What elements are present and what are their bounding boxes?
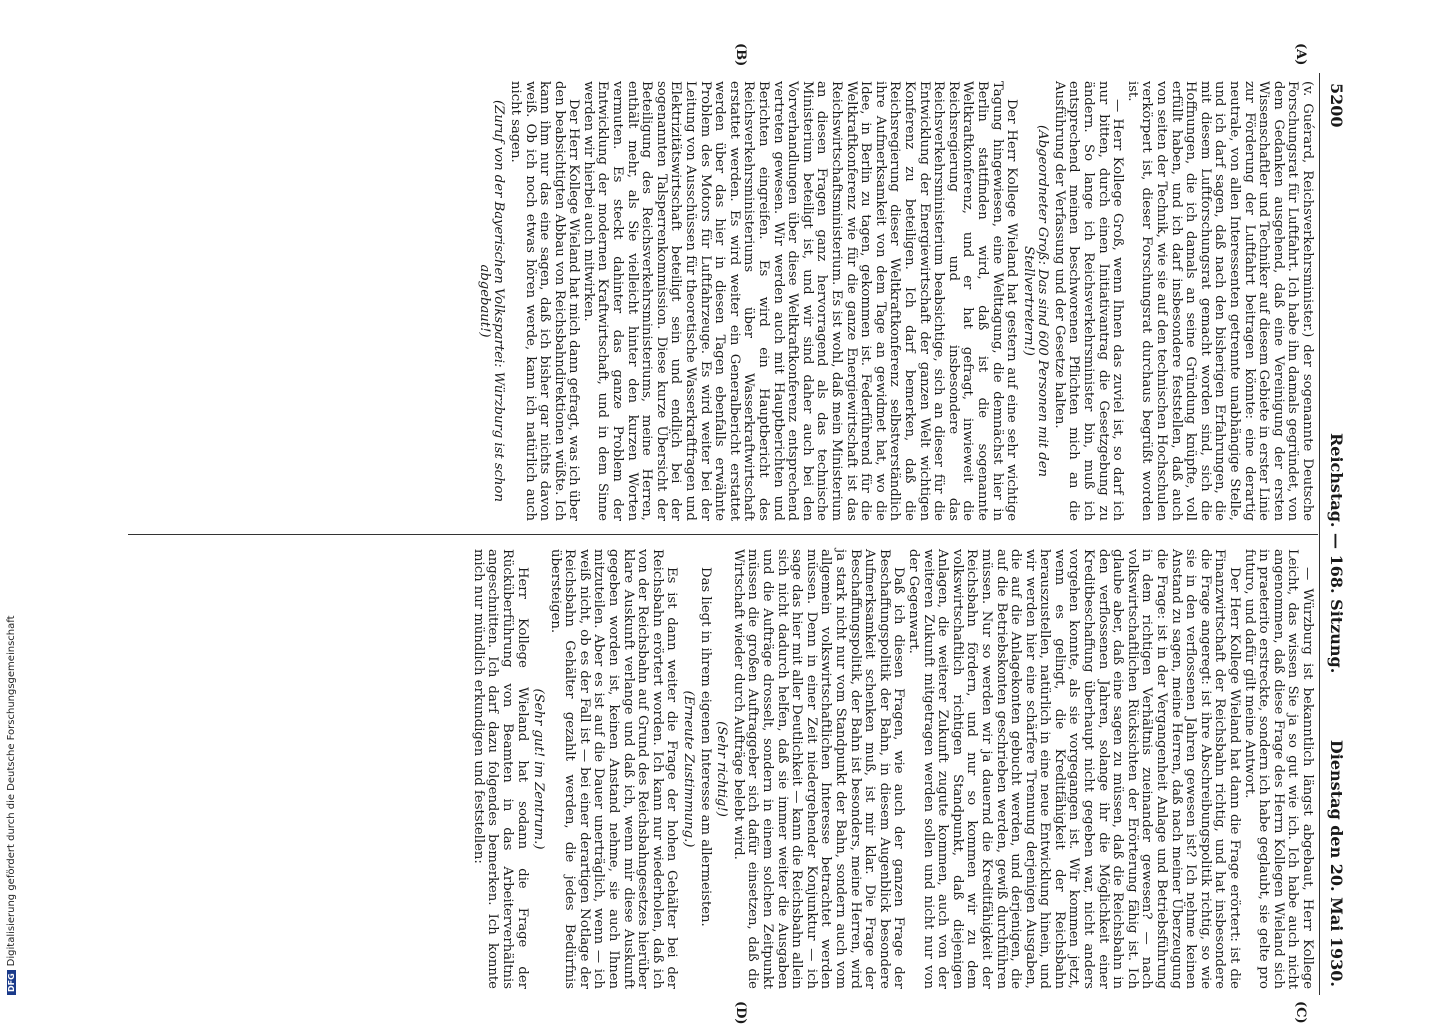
right-column xyxy=(470,549,1314,989)
column-divider xyxy=(128,534,1318,535)
interjection: (Erneute Zustimmung.) xyxy=(681,690,697,848)
digitization-credit xyxy=(6,0,26,1000)
dfg-logo: DFG xyxy=(7,970,16,995)
interjection: (Sehr gut! im Zentrum.) xyxy=(531,688,547,850)
paragraph: Herr Kollege Wieland hat sodann die Frage der Rücküberführung von Beamten in das Arbeiterverhältnis angeschnitten. Ich darf dazu folgendes bemerken. Ich konnte mich nur mündlich erkundigen und feststellen: xyxy=(470,549,530,989)
paragraph: Das liegt in ihrem eigenen Interesse am allermeisten. xyxy=(697,567,713,927)
margin-mark-c: (C) xyxy=(1293,1001,1308,1024)
paragraph: Der Herr Kollege Wieland hat mich dann gefragt, was ich über den beabsichtigten Abbau von Reichsbahndirektionen wüßte. Ich kann ihm nur das eine sagen, daß ich bisher gar nichts davon weiß. Ob ich noch etwas hören werde, kann ich natürlich auch nicht sagen. xyxy=(507,81,582,521)
paragraph: Es ist dann weiter die Frage der hohen Gehälter bei der Reichsbahn erörtert worden. Ich kann nur wiederholen, daß ich von der Reichsbahn auf Grund des Reichsbahngesetzes hierüber klare Auskunft verlange und daß ich, wenn mir diese Auskunft gegeben worden ist, keinen Anstand nehme, sie auch Ihnen mitzuteilen. Aber es ist auf die Dauer unerträglich, wenn — ich weiß nicht, ob es der Fall ist — bei einer derartigen Notlage der Reichsbahn Gehälter gezahlt werden, die jedes Bedürfnis übersteigen. xyxy=(547,549,680,989)
paragraph: Der Herr Kollege Wieland hat dann die Frage erörtert: ist die Finanzwirtschaft der Reichsbahn richtig, und hat insbesondere die Frage angeregt: ist ihre Abschreibungspolitik richtig, so wie sie in den verflossenen Jahren gewesen ist? Ich nehme keinen Anstand zu sagen, meine Herren, daß nach meiner Überzeugung die Frage: ist in der Vergangenheit Anlage und Betriebsführung in dem richtigen Verhältnis zueinander gewesen? — nach volkswirtschaftlichen Rücksichten der Erörterung fähig ist. Ich glaube aber, daß eine sagen zu müssen, daß die Reichsbahn in den verflossenen Jahren, solange ihr die Möglichkeit einer Kreditbeschaffung überhaupt nicht gegeben war, nicht anders vorgehen konnte, als sie vorgegangen ist. Wir kommen jetzt, wenn es gelingt, die Kreditfähigkeit der Reichsbahn herauszustellen, natürlich in eine neue Entwicklung hinein, und wir werden hier eine schärfere Trennung derjenigen Ausgaben, die auf die Anlagekonten gebucht werden, und derjenigen, die auf die Betriebskonten geschrieben werden, gewiß durchführen müssen. Nur so werden wir ja dauernd die Kreditfähigkeit der Reichsbahn fördern, und nur so kommen wir zu dem volkswirtschaftlich richtigen Standpunkt, daß diejenigen Anlagen, die weiterer Zukunft zugute kommen, auch von der weiteren Zukunft mitgetragen werden sollen und nicht nur von der Gegenwart. xyxy=(905,549,1243,989)
header-date: Dienstag den 20. Mai 1930. xyxy=(1327,739,1346,987)
paragraph: Daß ich diesen Fragen, wie auch der ganzen Frage der Beschaffungspolitik der Bahn, in diesem Augenblick besondere Aufmerksamkeit schenken muß, ist mir klar. Die Frage der Beschaffungspolitik, der Bahn ist besonders, meine Herren, wird ja stark nicht nur vom Standpunkt der Bahn, sondern auch vom allgemein volkswirtschaftlichen Interesse betrachtet werden müssen. Denn in einer Zeit niedergehender Konjunktur — ich sage das hier mit aller Deutlichkeit — kann die Reichsbahn allein sich nicht dadurch helfen, daß sie immer weiter die Ausgaben und die Aufträge drosselt, sondern in einem solchen Zeitpunkt müssen die großen Auftraggeber sich dafür einsetzen, daß die Wirtschaft wieder durch Aufträge belebt wird. xyxy=(730,549,907,989)
paragraph: — Würzburg ist bekanntlich längst abgebaut, Herr Kollege Leicht, das wissen Sie ja so gut wie ich. Ich habe auch nicht angenommen, daß diese Frage des Herrn Kollegen Wieland sich in praeterito erstreckte, sondern ich habe geglaubt, sie gelte pro futuro, und dafür gilt meine Antwort. xyxy=(1241,549,1315,989)
interjection: (Zuruf von der Bayerischen Volkspartei: Würzburg ist schon abgebaut!) xyxy=(476,100,507,502)
page-number: 5200 xyxy=(1327,83,1346,128)
header-rule xyxy=(1319,73,1320,995)
paragraph: — Herr Kollege Groß, wenn Ihnen das zuviel ist, so darf ich nur bitten, durch einen Initiativantrag die Gesetzgebung zu ändern. So lange ich Reichsverkehrsminister bin, muß ich entsprechend meinen beschworenen Pflichten mich an die Ausführung der Verfassung und der Gesetze halten. xyxy=(1051,81,1126,521)
margin-mark-d: (D) xyxy=(733,1001,748,1025)
paragraph: Der Herr Kollege Wieland hat gestern auf eine sehr wichtige Tagung hingewiesen, eine Welttagung, die demnächst hier in Berlin stattfinden wird, daß ist die sogenannte Weltkraftkonferenz, und er hat gefragt, inwieweit die Reichsregierung und insbesondere das Reichsverkehrsministerium beabsichtige, sich an dieser für die Entwicklung der Energiewirtschaft der ganzen Welt wichtigen Konferenz zu beteiligen. Ich darf bemerken, daß die Reichsregierung dieser Weltkraftkonferenz selbstverständlich ihre Aufmerksamkeit von dem Tage an gewidmet hat, wo die Idee, in Berlin zu tagen, gekommen ist. Federführend für die Weltkraftkonferenz wie für die ganze Energiewirtschaft ist das Reichswirtschaftsministerium. Es ist wohl, daß mein Ministerium an diesen Fragen ganz hervorragend als das technische Ministerium beteiligt ist, und wir sind daher auch bei den Vorverhandlungen über diese Weltkraftkonferenz entsprechend vertreten gewesen. Wir werden auch mit Hauptberichten und Berichten eingreifen. Es wird ein Hauptbericht des Reichsverkehrsministeriums über Wasserkraftwirtschaft erstattet werden. Es wird weiter ein Generalbericht erstattet werden über das hier in diesen Tagen ebenfalls erwähnte Problem des Motors für Luftfahrzeuge. Es wird weiter bei der Leitung von Ausschüssen für theoretische Wasserkraftfragen und Elektrizitätswirtschaft beteiligt sein und endlich bei der sogenannten Talsperrenkommission. Diese kurze Übersicht der Beteiligung des Reichsverkehrsministeriums, meine Herren, enthält mehr, als Sie vielleicht hinter den kurzen Worten vermuten. Es steckt dahinter das ganze Problem der Entwicklung der modernen Kraftwirtschaft, und in dem Sinne werden wir hierbei auch mitwirken. xyxy=(580,81,1020,521)
interjection: (Abgeordneter Groß: Das sind 600 Personen mit den Stellvertretern!) xyxy=(1020,124,1051,478)
interjection: (Sehr richtig!) xyxy=(714,721,730,817)
paragraph: (v. Guérard, Reichsverkehrsminister.) der sogenannte Deutsche Forschungsrat für Luftfahrt. Ich habe ihn damals gegründet, von dem Gedanken ausgehend, daß eine Vereinigung der ersten Wissenschaftler und Techniker auf diesem Gebiete in erster Linie zur Förderung der Luftfahrt beitragen könnte: eine derartig neutrale, von allen Interessenten getrennte unabhängige Stelle, und ich darf sagen, daß nach den bisherigen Erfahrungen, die mit diesem Luftforschungsrat gemacht worden sind, sich die Hoffnungen, die ich damals an seine Gründung knüpfte, voll erfüllt haben, und ich darf insbesondere feststellen, daß auch von seiten der Technik, wie sie auf den technischen Hochschulen verkörpert ist, dieser Forschungsrat durchaus begrüßt worden ist. xyxy=(1124,81,1315,521)
header-session: Reichstag. — 168. Sitzung. xyxy=(1327,433,1346,674)
page-header xyxy=(1322,73,1348,995)
margin-mark-b: (B) xyxy=(733,43,748,67)
rotated-page-content xyxy=(128,43,1348,1025)
margin-mark-a: (A) xyxy=(1293,43,1308,66)
left-column xyxy=(474,81,1314,521)
digitization-credit-text: Digitalisierung gefördert durch die Deutsche Forschungsgemeinschaft xyxy=(6,615,17,967)
